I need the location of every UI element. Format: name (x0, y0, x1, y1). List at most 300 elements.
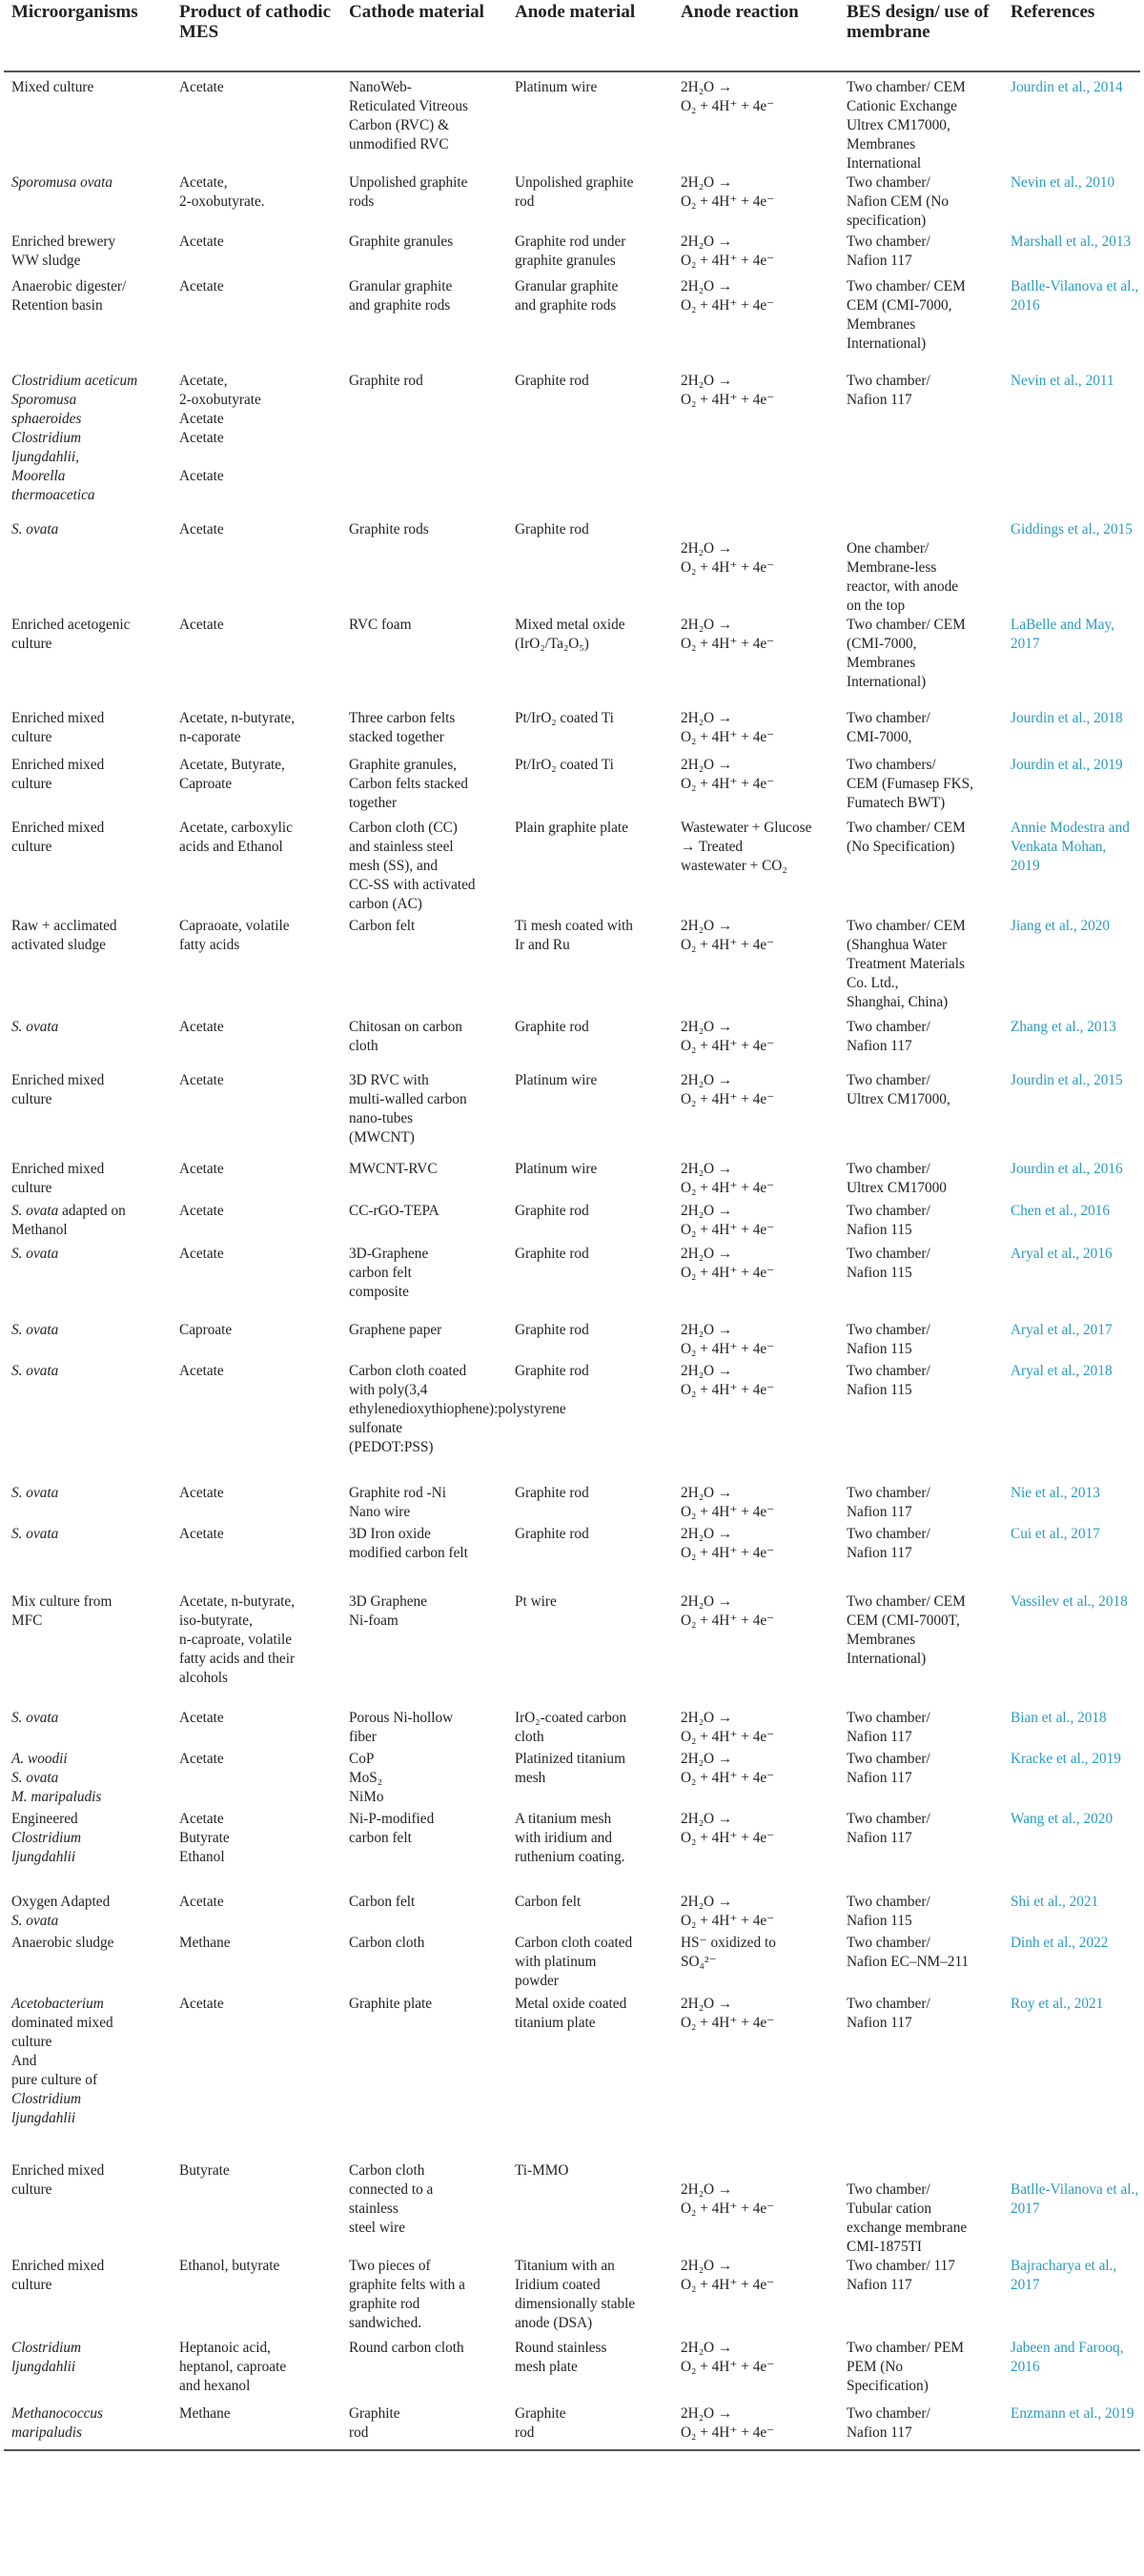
cell-reference[interactable] (1003, 819, 1140, 917)
cell-bes-design-line: CEM (CMI-7000, (847, 297, 952, 314)
cell-cathode-material (341, 520, 507, 616)
cell-anode-material (507, 520, 673, 616)
cell-bes-design (839, 2339, 1003, 2404)
cell-reference[interactable] (1003, 1362, 1140, 1484)
cell-microorganisms-line: S. ovata (11, 1913, 59, 1929)
cell-anode-reaction-line: 2H₂O → (681, 617, 733, 633)
cell-bes-design-line: Fumatech BWT) (847, 795, 946, 811)
cell-reference[interactable] (1003, 1525, 1140, 1592)
cell-reference[interactable] (1003, 1709, 1140, 1750)
cell-product-line: Methane (179, 2405, 231, 2422)
cell-cathode-material-line: graphite rod (349, 2296, 420, 2312)
cell-reference-line: Vassilev et al., 2018 (1011, 1593, 1128, 1610)
cell-cathode-material-line: CC-SS with activated (349, 877, 476, 893)
cell-reference[interactable] (1003, 1245, 1140, 1321)
cell-bes-design (839, 819, 1003, 917)
cell-reference[interactable] (1003, 1018, 1140, 1071)
cell-cathode-material (341, 1484, 507, 1525)
cell-anode-material-line: Graphite rod (515, 1322, 589, 1338)
cell-anode-material-line: and graphite rods (515, 297, 617, 314)
cell-reference[interactable] (1003, 1484, 1140, 1525)
cell-cathode-material (341, 1592, 507, 1709)
cell-anode-reaction-line: O₂ + 4H⁺ + 4e⁻ (681, 2277, 775, 2293)
cell-cathode-material-line: and stainless steel (349, 839, 454, 855)
cell-reference[interactable] (1003, 1071, 1140, 1160)
cell-anode-reaction (673, 1709, 839, 1750)
cell-microorganisms-line: ljungdahlii (11, 2359, 76, 2375)
cell-reference[interactable] (1003, 2339, 1140, 2404)
cell-product-line: 2-oxobutyrate. (179, 193, 265, 210)
cell-anode-reaction-line (681, 2161, 831, 2180)
cell-bes-design (839, 1071, 1003, 1160)
cell-microorganisms-line: Mixed culture (11, 79, 94, 95)
cell-anode-material (507, 233, 673, 277)
cell-anode-reaction (673, 1934, 839, 1995)
cell-reference-line: Shi et al., 2021 (1011, 1894, 1099, 1910)
table-row (4, 1018, 1140, 1071)
cell-reference-line: Venkata Mohan, (1011, 839, 1107, 855)
cell-reference[interactable] (1003, 277, 1140, 372)
cell-anode-reaction-line: 2H₂O → (681, 1811, 733, 1827)
cell-microorganisms-line: Anaerobic digester/ (11, 278, 127, 294)
cell-cathode-material-line: Graphite rod (349, 373, 423, 389)
mes-comparison-table (4, 0, 1140, 2451)
cell-bes-design-line: Two chamber/ (847, 1751, 930, 1767)
cell-product-line: Acetate (179, 1485, 224, 1501)
cell-anode-material-line: Graphite rod under (515, 233, 626, 250)
cell-microorganisms-line: culture (11, 2034, 52, 2050)
table-row (4, 71, 1140, 173)
cell-anode-reaction (673, 173, 839, 233)
cell-bes-design (839, 2161, 1003, 2257)
cell-anode-reaction (673, 1810, 839, 1893)
cell-product (172, 1810, 341, 1893)
cell-reference[interactable] (1003, 1893, 1140, 1934)
cell-anode-reaction-line: O₂ + 4H⁺ + 4e⁻ (681, 1180, 775, 1196)
cell-microorganisms-line: A. woodii (11, 1751, 68, 1767)
cell-reference-line: Jiang et al., 2020 (1011, 918, 1111, 934)
cell-anode-reaction (673, 819, 839, 917)
cell-product (172, 1750, 341, 1810)
cell-anode-material-line: (IrO₂/Ta₂O₅) (515, 636, 589, 652)
cell-cathode-material-line: 3D Graphene (349, 1593, 427, 1610)
table-row (4, 520, 1140, 616)
cell-microorganisms-line: culture (11, 1091, 52, 1107)
cell-reference-line: Aryal et al., 2016 (1011, 1246, 1113, 1262)
cell-microorganisms (4, 277, 172, 372)
cell-product-line: Caproate (179, 776, 233, 792)
cell-bes-design-line: Two chamber/ CEM (847, 1593, 966, 1610)
cell-anode-material-line: Pt wire (515, 1593, 557, 1610)
cell-bes-design-line: Nafion 117 (847, 1504, 912, 1520)
cell-product-line: Ethanol (179, 1849, 225, 1865)
cell-product (172, 1934, 341, 1995)
cell-anode-material-line: Carbon felt (515, 1894, 582, 1910)
cell-anode-reaction-line: Wastewater + Glucose (681, 820, 812, 836)
cell-cathode-material (341, 1525, 507, 1592)
cell-cathode-material-line: Chitosan on carbon (349, 1019, 462, 1035)
cell-product (172, 2257, 341, 2339)
cell-cathode-material-line: (PEDOT:PSS) (349, 1439, 434, 1455)
cell-bes-design (839, 2257, 1003, 2339)
table-row (4, 372, 1140, 520)
cell-cathode-material-line: (MWCNT) (349, 1129, 415, 1146)
cell-product-line: Acetate, n-butyrate, (179, 1593, 296, 1610)
cell-reference-line: Batlle-Vilanova et al., (1011, 278, 1139, 294)
cell-anode-material-line: Unpolished graphite (515, 174, 634, 191)
cell-cathode-material-line: Unpolished graphite (349, 174, 468, 191)
cell-reference[interactable] (1003, 1321, 1140, 1362)
table-row (4, 2161, 1140, 2257)
cell-bes-design (839, 616, 1003, 709)
cell-reference[interactable] (1003, 1750, 1140, 1810)
cell-reference-line: Nie et al., 2013 (1011, 1485, 1100, 1501)
cell-product (172, 233, 341, 277)
cell-anode-reaction-line: O₂ + 4H⁺ + 4e⁻ (681, 193, 775, 210)
cell-microorganisms (4, 2257, 172, 2339)
cell-cathode-material-line: MWCNT-RVC (349, 1161, 438, 1177)
cell-product (172, 756, 341, 819)
table-row (4, 756, 1140, 819)
cell-bes-design (839, 1160, 1003, 1202)
cell-anode-reaction-line: 2H₂O → (681, 1894, 733, 1910)
cell-reference[interactable] (1003, 2161, 1140, 2257)
cell-cathode-material (341, 233, 507, 277)
cell-bes-design-line: Membranes (847, 655, 916, 671)
cell-cathode-material-line: Carbon cloth (CC) (349, 820, 458, 836)
cell-product-line: Acetate (179, 430, 224, 446)
cell-cathode-material-line: fiber (349, 1729, 377, 1745)
cell-bes-design (839, 1018, 1003, 1071)
cell-anode-reaction-line: HS⁻ oxidized to (681, 1935, 776, 1951)
cell-anode-reaction-line: O₂ + 4H⁺ + 4e⁻ (681, 636, 775, 652)
cell-product-line: n-caproate, volatile (179, 1632, 293, 1648)
cell-cathode-material-line: nano-tubes (349, 1110, 414, 1126)
cell-bes-design-line: International) (847, 674, 927, 690)
cell-product (172, 520, 341, 616)
cell-bes-design-line: Two chamber/ (847, 174, 930, 191)
header-anode-reaction: Anode reaction (673, 0, 839, 71)
cell-anode-reaction-line: O₂ + 4H⁺ + 4e⁻ (681, 392, 775, 408)
cell-anode-reaction-line: O₂ + 4H⁺ + 4e⁻ (681, 1382, 775, 1398)
cell-bes-design (839, 1362, 1003, 1484)
cell-product-line (179, 448, 334, 467)
cell-anode-reaction-line: 2H₂O → (681, 1485, 733, 1501)
cell-reference[interactable] (1003, 1202, 1140, 1245)
cell-bes-design-line: (No Specification) (847, 839, 955, 855)
cell-reference-line: Enzmann et al., 2019 (1011, 2405, 1134, 2422)
cell-product (172, 1592, 341, 1709)
cell-anode-reaction-line: 2H₂O → (681, 1710, 733, 1726)
cell-anode-reaction-line: 2H₂O → (681, 1246, 733, 1262)
cell-cathode-material (341, 917, 507, 1018)
cell-cathode-material-line: Round carbon cloth (349, 2340, 464, 2356)
cell-anode-reaction (673, 1321, 839, 1362)
cell-bes-design-line: Nafion 117 (847, 253, 912, 269)
cell-microorganisms-line: Enriched brewery (11, 233, 116, 250)
cell-anode-material (507, 2161, 673, 2257)
table-row (4, 1071, 1140, 1160)
cell-reference-line: Jourdin et al., 2018 (1011, 710, 1123, 726)
cell-cathode-material-line: Carbon felt (349, 918, 416, 934)
cell-anode-reaction-line (681, 520, 831, 539)
cell-reference[interactable] (1003, 1160, 1140, 1202)
cell-bes-design (839, 520, 1003, 616)
cell-cathode-material (341, 1018, 507, 1071)
cell-bes-design (839, 1750, 1003, 1810)
cell-bes-design-line: Two chamber/ (847, 1322, 930, 1338)
cell-anode-material (507, 1709, 673, 1750)
cell-reference[interactable] (1003, 372, 1140, 520)
cell-product-line: n-caporate (179, 729, 241, 745)
cell-microorganisms (4, 71, 172, 173)
table-row (4, 233, 1140, 277)
cell-microorganisms (4, 616, 172, 709)
header-bes-design: BES design/ use of membrane (839, 0, 1003, 71)
cell-microorganisms (4, 1934, 172, 1995)
cell-microorganisms-line: Enriched mixed (11, 710, 105, 726)
cell-microorganisms-line: S. ovata (11, 1363, 59, 1379)
cell-product-line: Caproate (179, 1322, 233, 1338)
cell-product-line: Acetate, n-butyrate, (179, 710, 296, 726)
cell-anode-reaction-line: O₂ + 4H⁺ + 4e⁻ (681, 729, 775, 745)
cell-product (172, 2404, 341, 2450)
cell-microorganisms-line: Clostridium (11, 2091, 82, 2107)
cell-product-line: Acetate (179, 1710, 224, 1726)
cell-reference[interactable] (1003, 173, 1140, 233)
cell-microorganisms-line: culture (11, 2277, 52, 2293)
cell-anode-reaction (673, 1362, 839, 1484)
cell-bes-design (839, 1810, 1003, 1893)
cell-anode-material-line: Titanium with an (515, 2258, 615, 2274)
cell-bes-design-line: Tubular cation (847, 2201, 932, 2217)
cell-cathode-material-line: Graphene paper (349, 1322, 442, 1338)
cell-microorganisms (4, 1525, 172, 1592)
cell-anode-reaction-line: 2H₂O → (681, 2405, 733, 2422)
table-row (4, 1321, 1140, 1362)
cell-bes-design-line: Nafion 117 (847, 1830, 912, 1846)
cell-anode-reaction (673, 917, 839, 1018)
cell-bes-design-line: Membranes (847, 316, 916, 333)
cell-bes-design-line: Two chamber/ CEM (847, 617, 966, 633)
cell-anode-material (507, 2257, 673, 2339)
cell-anode-reaction (673, 2404, 839, 2450)
cell-bes-design-line: Two chamber/ (847, 1996, 930, 2012)
cell-anode-material (507, 1525, 673, 1592)
cell-product-line: Acetate (179, 79, 224, 95)
cell-reference[interactable] (1003, 1995, 1140, 2161)
cell-bes-design (839, 233, 1003, 277)
cell-anode-reaction-line: O₂ + 4H⁺ + 4e⁻ (681, 2015, 775, 2031)
cell-reference-line: Kracke et al., 2019 (1011, 1751, 1121, 1767)
cell-anode-reaction (673, 1750, 839, 1810)
cell-reference[interactable] (1003, 616, 1140, 709)
cell-cathode-material-line: Porous Ni-hollow (349, 1710, 454, 1726)
cell-product (172, 1362, 341, 1484)
cell-reference[interactable] (1003, 233, 1140, 277)
cell-microorganisms-line: S. ovata (11, 1770, 59, 1786)
cell-cathode-material-line: 3D-Graphene (349, 1246, 429, 1262)
cell-anode-reaction (673, 71, 839, 173)
cell-bes-design (839, 1245, 1003, 1321)
cell-reference[interactable] (1003, 520, 1140, 616)
cell-anode-material-line: Graphite rod (515, 373, 589, 389)
cell-product (172, 2339, 341, 2404)
cell-cathode-material-line: NiMo (349, 1789, 384, 1805)
cell-bes-design-line: International) (847, 335, 927, 352)
cell-anode-reaction-line: O₂ + 4H⁺ + 4e⁻ (681, 937, 775, 953)
cell-bes-design-line: Nafion 115 (847, 1222, 912, 1238)
cell-product-line: Butyrate (179, 2162, 230, 2179)
cell-anode-material-line: Graphite (515, 2405, 566, 2422)
cell-anode-reaction-line: 2H₂O → (681, 2181, 733, 2198)
cell-microorganisms-line: WW sludge (11, 253, 81, 269)
cell-cathode-material-line: Graphite rods (349, 521, 429, 538)
cell-anode-material-line: mesh plate (515, 2359, 578, 2375)
cell-bes-design-line: Ultrex CM17000, (847, 1091, 950, 1107)
cell-anode-reaction-line: O₂ + 4H⁺ + 4e⁻ (681, 559, 775, 576)
cell-microorganisms-line: S. ovata (11, 1019, 59, 1035)
table-row (4, 1245, 1140, 1321)
cell-anode-material (507, 917, 673, 1018)
cell-microorganisms (4, 2404, 172, 2450)
cell-bes-design-line: CEM (CMI-7000T, (847, 1613, 960, 1629)
cell-reference[interactable] (1003, 917, 1140, 1018)
cell-reference[interactable] (1003, 1810, 1140, 1893)
cell-bes-design-line: Two chambers/ (847, 757, 936, 773)
table-row (4, 1995, 1140, 2161)
cell-bes-design-line: Two chamber/ PEM (847, 2340, 964, 2356)
table-row (4, 1810, 1140, 1893)
cell-anode-reaction-line: 2H₂O → (681, 1363, 733, 1379)
cell-product-line: fatty acids and their (179, 1651, 296, 1667)
cell-bes-design (839, 1893, 1003, 1934)
cell-bes-design-line: One chamber/ (847, 540, 930, 557)
cell-reference[interactable] (1003, 2257, 1140, 2339)
cell-product-line: and hexanol (179, 2378, 251, 2394)
cell-anode-reaction-line: O₂ + 4H⁺ + 4e⁻ (681, 1613, 775, 1629)
cell-bes-design (839, 917, 1003, 1018)
cell-reference[interactable] (1003, 1592, 1140, 1709)
cell-anode-material-line: titanium plate (515, 2015, 596, 2031)
table-row (4, 277, 1140, 372)
cell-bes-design-line: Treatment Materials (847, 956, 965, 972)
cell-reference[interactable] (1003, 756, 1140, 819)
cell-cathode-material-line: carbon felt (349, 1265, 412, 1281)
cell-anode-reaction-line: 2H₂O → (681, 373, 733, 389)
table-row (4, 1362, 1140, 1484)
cell-cathode-material (341, 1071, 507, 1160)
cell-reference-line: Marshall et al., 2013 (1011, 233, 1132, 250)
cell-reference[interactable] (1003, 1934, 1140, 1995)
cell-anode-material-line: Graphite rod (515, 1526, 589, 1542)
cell-bes-design (839, 1934, 1003, 1995)
cell-bes-design-line: exchange membrane (847, 2220, 968, 2236)
cell-reference[interactable] (1003, 709, 1140, 756)
cell-anode-reaction-line: 2H₂O → (681, 1322, 733, 1338)
cell-cathode-material (341, 1245, 507, 1321)
cell-anode-reaction (673, 520, 839, 616)
cell-anode-material (507, 1362, 673, 1484)
cell-cathode-material-line: 3D Iron oxide (349, 1526, 431, 1542)
cell-anode-reaction-line: O₂ + 4H⁺ + 4e⁻ (681, 1504, 775, 1520)
cell-anode-material (507, 1592, 673, 1709)
cell-anode-reaction-line: O₂ + 4H⁺ + 4e⁻ (681, 776, 775, 792)
cell-bes-design-line: Two chamber/ CEM (847, 820, 966, 836)
cell-anode-reaction (673, 372, 839, 520)
cell-microorganisms (4, 520, 172, 616)
cell-product-line: Acetate (179, 1526, 224, 1542)
cell-cathode-material-line: rod (349, 2424, 369, 2441)
cell-cathode-material-line: CC-rGO-TEPA (349, 1203, 439, 1219)
table-row (4, 1525, 1140, 1592)
cell-product-line: Butyrate (179, 1830, 230, 1846)
cell-cathode-material-line: cloth (349, 1038, 378, 1054)
cell-cathode-material-line: Two pieces of (349, 2258, 431, 2274)
cell-reference-line: Chen et al., 2016 (1011, 1203, 1111, 1219)
cell-microorganisms-line: pure culture of (11, 2072, 98, 2088)
cell-microorganisms-line: ljungdahlii (11, 1849, 76, 1865)
cell-microorganisms (4, 756, 172, 819)
cell-reference[interactable] (1003, 71, 1140, 173)
cell-cathode-material-line: mesh (SS), and (349, 858, 439, 874)
cell-reference[interactable] (1003, 2404, 1140, 2450)
cell-anode-reaction (673, 1160, 839, 1202)
cell-anode-reaction (673, 1071, 839, 1160)
cell-cathode-material-line: unmodified RVC (349, 136, 449, 152)
cell-reference-line: Jourdin et al., 2019 (1011, 757, 1123, 773)
cell-product (172, 1160, 341, 1202)
cell-anode-material-line: rod (515, 2424, 535, 2441)
cell-bes-design (839, 71, 1003, 173)
cell-anode-reaction-line: O₂ + 4H⁺ + 4e⁻ (681, 1913, 775, 1929)
table-row (4, 1893, 1140, 1934)
cell-anode-reaction (673, 1484, 839, 1525)
cell-product-line: Acetate (179, 521, 224, 538)
cell-anode-material (507, 2339, 673, 2404)
cell-reference-line: Zhang et al., 2013 (1011, 1019, 1116, 1035)
cell-cathode-material (341, 819, 507, 917)
cell-microorganisms (4, 709, 172, 756)
cell-cathode-material-line: and graphite rods (349, 297, 451, 314)
cell-anode-material-line: Ir and Ru (515, 937, 570, 953)
cell-microorganisms (4, 1592, 172, 1709)
cell-cathode-material-line: Reticulated Vitreous (349, 98, 468, 114)
cell-microorganisms (4, 1202, 172, 1245)
cell-product-line: Acetate, Butyrate, (179, 757, 285, 773)
cell-microorganisms-line: culture (11, 2181, 52, 2198)
cell-anode-material-line: Graphite rod (515, 1019, 589, 1035)
cell-product (172, 616, 341, 709)
cell-cathode-material-line: NanoWeb- (349, 79, 412, 95)
cell-anode-material (507, 71, 673, 173)
cell-microorganisms-line: sphaeroides (11, 411, 82, 427)
cell-anode-material-line: Mixed metal oxide (515, 617, 625, 633)
table-row (4, 616, 1140, 709)
cell-anode-reaction (673, 616, 839, 709)
cell-cathode-material (341, 1321, 507, 1362)
cell-microorganisms (4, 819, 172, 917)
cell-cathode-material-line: together (349, 795, 398, 811)
cell-bes-design-line (847, 2161, 995, 2180)
cell-anode-material (507, 1245, 673, 1321)
cell-product (172, 1893, 341, 1934)
cell-microorganisms-line: S. ovata (11, 1485, 59, 1501)
table-body (4, 71, 1140, 2450)
cell-anode-reaction-line: 2H₂O → (681, 710, 733, 726)
cell-product-line: Acetate (179, 1072, 224, 1088)
cell-anode-material (507, 372, 673, 520)
